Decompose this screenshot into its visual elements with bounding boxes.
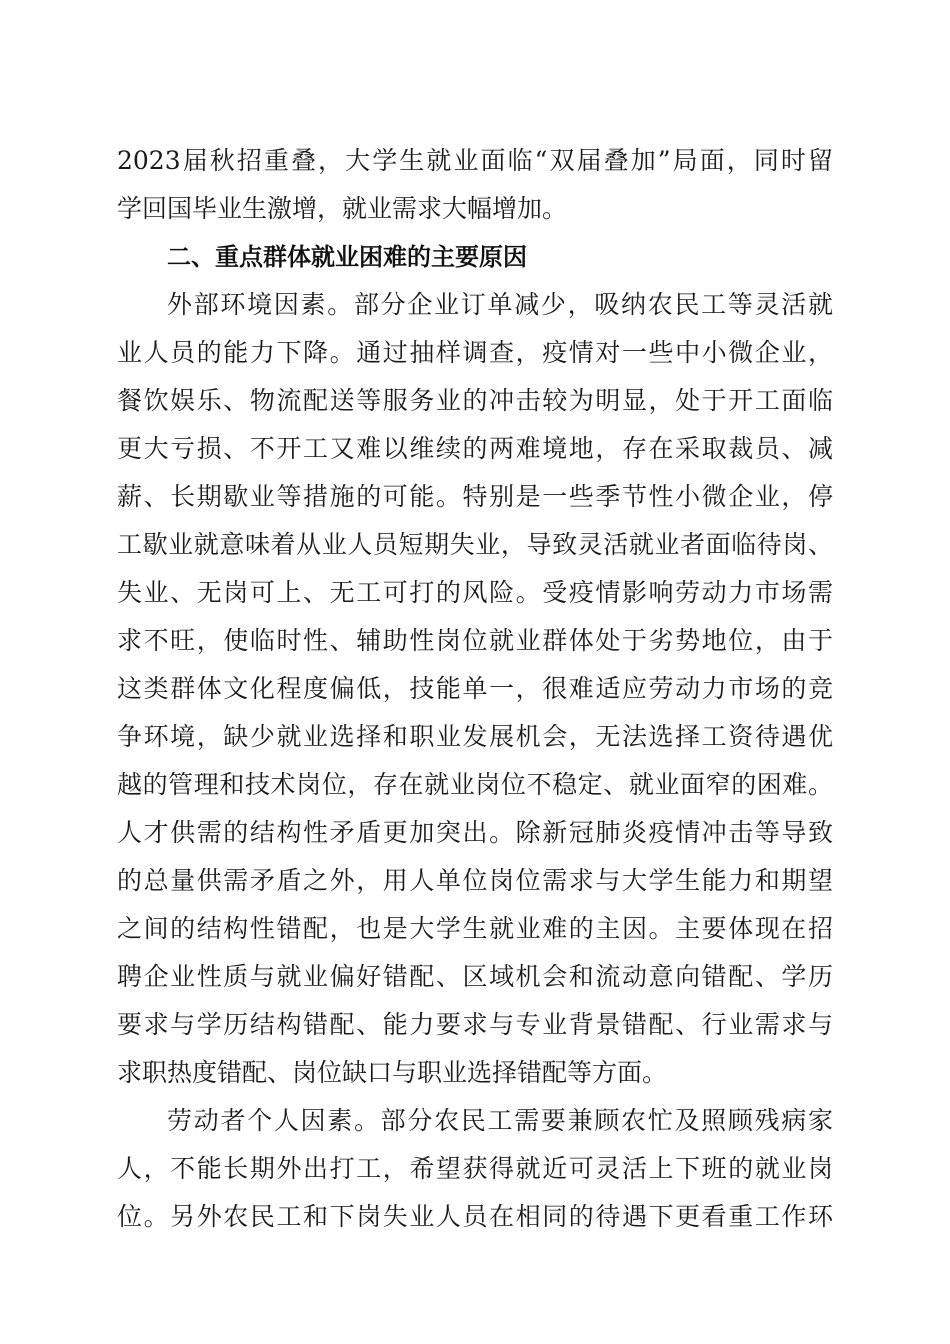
text-line: 求不旺，使临时性、辅助性岗位就业群体处于劣势地位，由于 (117, 626, 833, 655)
text-line: 薪、长期歇业等措施的可能。特别是一些季节性小微企业，停 (117, 482, 833, 511)
text-line: 人才供需的结构性矛盾更加突出。除新冠肺炎疫情冲击等导致 (117, 818, 833, 847)
text-line: 这类群体文化程度偏低，技能单一，很难适应劳动力市场的竞 (117, 674, 833, 703)
text-line: 学回国毕业生激增，就业需求大幅增加。 (117, 194, 568, 223)
text-line: 人，不能长期外出打工，希望获得就近可灵活上下班的就业岗 (117, 1154, 833, 1183)
text-line: 更大亏损、不开工又难以维续的两难境地，存在采取裁员、减 (117, 434, 833, 463)
text-line: 聘企业性质与就业偏好错配、区域机会和流动意向错配、学历 (117, 962, 833, 991)
text-line: 越的管理和技术岗位，存在就业岗位不稳定、就业面窄的困难。 (117, 770, 833, 799)
text-line: 要求与学历结构错配、能力要求与专业背景错配、行业需求与 (117, 1010, 833, 1039)
text-line: 工歇业就意味着从业人员短期失业，导致灵活就业者面临待岗、 (117, 530, 833, 559)
text-line: 的总量供需矛盾之外，用人单位岗位需求与大学生能力和期望 (117, 866, 833, 895)
text-line: 之间的结构性错配，也是大学生就业难的主因。主要体现在招 (117, 914, 833, 943)
text-line: 位。另外农民工和下岗失业人员在相同的待遇下更看重工作环 (117, 1202, 833, 1231)
text-line: 2023届秋招重叠，大学生就业面临“双届叠加”局面，同时留 (117, 146, 833, 175)
text-line: 求职热度错配、岗位缺口与职业选择错配等方面。 (117, 1058, 668, 1087)
text-line: 业人员的能力下降。通过抽样调查，疫情对一些中小微企业， (117, 338, 833, 367)
text-line: 争环境，缺少就业选择和职业发展机会，无法选择工资待遇优 (117, 722, 833, 751)
section-heading: 二、重点群体就业困难的主要原因 (167, 243, 527, 271)
paragraph-first-line: 外部环境因素。部分企业订单减少，吸纳农民工等灵活就 (167, 290, 833, 319)
paragraph-first-line: 劳动者个人因素。部分农民工需要兼顾农忙及照顾残病家 (167, 1106, 833, 1135)
text-line: 餐饮娱乐、物流配送等服务业的冲击较为明显，处于开工面临 (117, 386, 833, 415)
text-line: 失业、无岗可上、无工可打的风险。受疫情影响劳动力市场需 (117, 578, 833, 607)
